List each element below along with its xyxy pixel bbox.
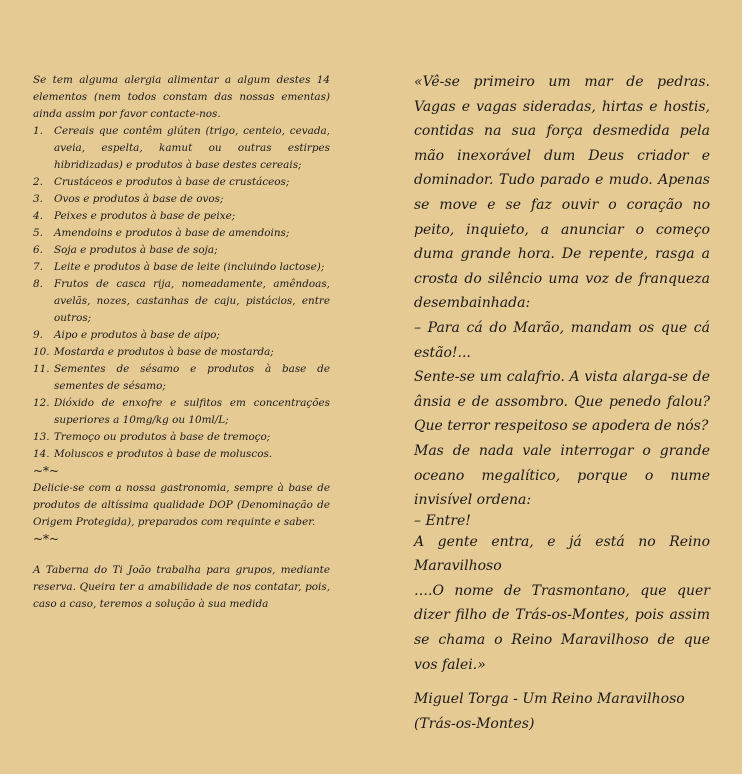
allergen-item xyxy=(33,242,330,259)
allergen-text: Moluscos e produtos à base de moluscos. xyxy=(54,448,273,460)
allergen-item xyxy=(33,191,330,208)
quote-paragraph: A gente entra, e já está no Reino Maravilhoso xyxy=(414,533,710,575)
allergen-list xyxy=(33,123,330,463)
quote-column xyxy=(414,70,710,736)
allergen-item xyxy=(33,208,330,225)
allergen-text: Tremoço ou produtos à base de tremoço; xyxy=(54,431,271,443)
allergen-text: Sementes de sésamo e produtos à base de sementes de sésamo; xyxy=(54,363,330,392)
allergen-item xyxy=(33,259,330,276)
allergen-number: 12. xyxy=(33,397,50,409)
allergen-text: Aipo e produtos à base de aipo; xyxy=(54,329,220,341)
groups-paragraph: A Taberna do Ti João trabalha para grupos, mediante reserva. Queira ter a amabilidade de nos contatar, pois, caso a caso, teremos a solução à sua medida xyxy=(33,564,330,610)
quote-attribution xyxy=(414,687,710,736)
allergen-text: Peixes e produtos à base de peixe; xyxy=(54,210,236,222)
allergen-number: 9. xyxy=(33,329,43,341)
quote-paragraph: Mas de nada vale interrogar o grande oceano megalítico, porque o nume invisível ordena: xyxy=(414,442,710,509)
allergen-number: 14. xyxy=(33,448,50,460)
allergen-text: Soja e produtos à base de soja; xyxy=(54,244,218,256)
ornament-separator: ~*~ xyxy=(33,532,60,546)
allergen-text: Frutos de casca rija, nomeadamente, amêndoas, avelãs, nozes, castanhas de caju, pistácios, entre outros; xyxy=(54,278,330,324)
allergen-number: 1. xyxy=(33,125,43,137)
allergen-number: 13. xyxy=(33,431,50,443)
allergen-item xyxy=(33,361,330,395)
ornament-separator: ~*~ xyxy=(33,464,60,478)
allergen-number: 4. xyxy=(33,210,43,222)
allergen-item xyxy=(33,123,330,174)
allergen-number: 11. xyxy=(33,363,50,375)
allergy-intro: Se tem alguma alergia alimentar a algum destes 14 elementos (nem todos constam das nossas ementas) ainda assim por favor contacte-nos. xyxy=(33,74,330,120)
quote-paragraph: ….O nome de Trasmontano, que quer dizer filho de Trás-os-Montes, pois assim se chama o Reino Maravilhoso de que vos falei.» xyxy=(414,582,710,673)
gastronomy-paragraph: Delicie-se com a nossa gastronomia, sempre à base de produtos de altíssima qualidade DOP (Denominação de Origem Protegida), preparados com requinte e saber. xyxy=(33,482,330,528)
allergen-item xyxy=(33,344,330,361)
literary-quote xyxy=(414,70,710,677)
allergen-number: 7. xyxy=(33,261,43,273)
allergen-item xyxy=(33,225,330,242)
allergen-item xyxy=(33,395,330,429)
allergen-number: 5. xyxy=(33,227,43,239)
allergen-item xyxy=(33,429,330,446)
allergen-text: Dióxido de enxofre e sulfitos em concentrações superiores a 10mg/kg ou 10ml/L; xyxy=(54,397,330,426)
allergen-text: Amendoins e produtos à base de amendoins; xyxy=(54,227,290,239)
allergen-number: 3. xyxy=(33,193,43,205)
quote-paragraph: Sente-se um calafrio. A vista alarga-se de ânsia e de assombro. Que penedo falou? Que terror respeitoso se apodera de nós? xyxy=(414,369,710,435)
allergen-number: 6. xyxy=(33,244,43,256)
allergen-number: 10. xyxy=(33,346,50,358)
allergen-text: Ovos e produtos à base de ovos; xyxy=(54,193,224,205)
allergen-item xyxy=(33,276,330,327)
author-title: Miguel Torga - Um Reino Maravilhoso xyxy=(414,691,685,708)
quote-paragraph: – Entre! xyxy=(414,512,471,529)
author-region: (Trás-os-Montes) xyxy=(414,715,535,732)
allergen-number: 8. xyxy=(33,278,43,290)
allergen-item xyxy=(33,327,330,344)
allergen-text: Crustáceos e produtos à base de crustáceos; xyxy=(54,176,290,188)
allergen-text: Leite e produtos à base de leite (incluindo lactose); xyxy=(54,261,325,273)
allergen-text: Mostarda e produtos à base de mostarda; xyxy=(54,346,274,358)
allergen-text: Cereais que contêm glúten (trigo, centeio, cevada, aveia, espelta, kamut ou outras estirpes hibridizadas) e produtos à base destes cereais; xyxy=(54,125,330,171)
quote-paragraph: – Para cá do Marão, mandam os que cá estão!... xyxy=(414,319,710,361)
allergen-number: 2. xyxy=(33,176,43,188)
allergen-item xyxy=(33,446,330,463)
allergen-column xyxy=(33,72,330,613)
allergen-item xyxy=(33,174,330,191)
quote-paragraph: «Vê-se primeiro um mar de pedras. Vagas e vagas sideradas, hirtas e hostis, contidas na sua força desmedida pela mão inexorável dum Deus criador e dominador. Tudo parado e mudo. Apenas se move e se faz ouvir o coração no peito, inquieto, a anunciar o começo duma grande hora. De repente, rasga a crosta do silêncio uma voz de franqueza desembainhada: xyxy=(414,74,710,312)
